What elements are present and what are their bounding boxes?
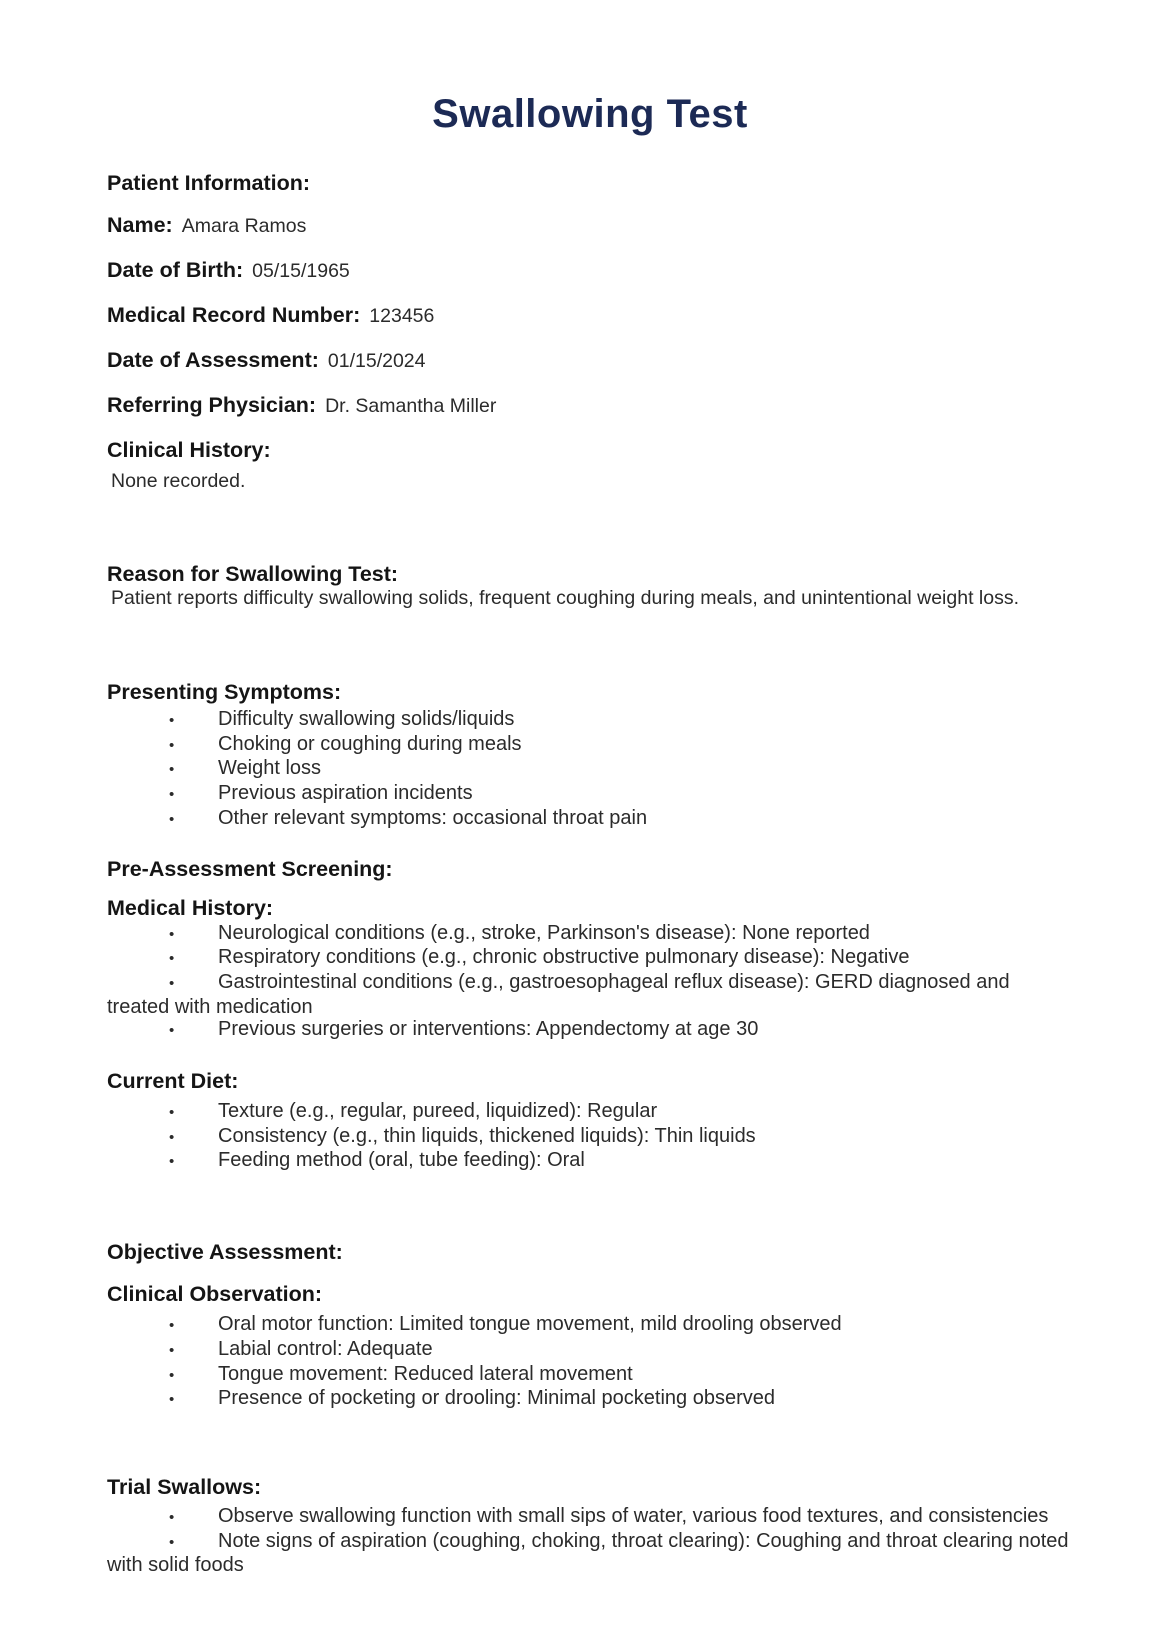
field-label-name: Name: (107, 213, 173, 237)
list-item (107, 1149, 1073, 1174)
list-item (107, 1018, 1073, 1043)
list-item (107, 1338, 1073, 1363)
section-heading-medical-history: Medical History: (107, 895, 274, 920)
list-item (107, 757, 1073, 782)
list-item-text: Gastrointestinal conditions (e.g., gastroesophageal reflux disease): GERD diagnosed and treated with medication (107, 970, 1010, 1018)
clinical-observation-list (107, 1313, 1073, 1412)
list-item-text: Previous surgeries or interventions: Appendectomy at age 30 (218, 1018, 759, 1041)
section-heading-clinical-observation: Clinical Observation: (107, 1282, 323, 1307)
field-row-medical-record-number (107, 303, 1073, 330)
field-row-referring-physician (107, 393, 1073, 420)
presenting-symptoms-list (107, 708, 1073, 832)
list-item-text: Presence of pocketing or drooling: Minimal pocketing observed (218, 1387, 775, 1410)
list-item (107, 708, 1073, 733)
list-item-text: Choking or coughing during meals (218, 732, 522, 755)
section-heading-reason: Reason for Swallowing Test: (107, 562, 399, 586)
field-value-medical-record-number: 123456 (369, 305, 435, 327)
field-label-referring-physician: Referring Physician: (107, 393, 317, 417)
bullet-icon (169, 1100, 218, 1125)
list-item (107, 1387, 1073, 1412)
list-item (107, 733, 1073, 758)
field-value-referring-physician: Dr. Samantha Miller (325, 395, 497, 417)
list-item (107, 782, 1073, 807)
list-item-text: Feeding method (oral, tube feeding): Oral (218, 1149, 585, 1172)
list-item (107, 946, 1073, 971)
field-value-date-of-assessment: 01/15/2024 (327, 350, 426, 372)
page-title: Swallowing Test (432, 92, 748, 136)
list-item-text: Oral motor function: Limited tongue movement, mild drooling observed (218, 1313, 842, 1336)
list-item-text: Other relevant symptoms: occasional throat pain (218, 806, 648, 829)
list-item-text: Consistency (e.g., thin liquids, thickened liquids): Thin liquids (218, 1124, 756, 1147)
list-item-text: Weight loss (218, 757, 322, 780)
bullet-icon (169, 708, 218, 733)
list-item (107, 1505, 1073, 1530)
bullet-icon (169, 757, 218, 782)
section-heading-presenting-symptoms: Presenting Symptoms: (107, 680, 342, 704)
list-item-text: Texture (e.g., regular, pureed, liquidized): Regular (218, 1100, 658, 1123)
bullet-icon (169, 1018, 218, 1043)
field-value-name: Amara Ramos (181, 215, 307, 237)
bullet-icon (169, 1387, 218, 1412)
field-row-date-of-assessment (107, 348, 1073, 375)
bullet-icon (169, 1505, 218, 1530)
list-item-text: Note signs of aspiration (coughing, choking, throat clearing): Coughing and throat clearing noted with solid foods (107, 1529, 1069, 1577)
list-item-text: Respiratory conditions (e.g., chronic obstructive pulmonary disease): Negative (218, 946, 910, 969)
bullet-icon (169, 1313, 218, 1338)
list-item-text: Neurological conditions (e.g., stroke, Parkinson's disease): None reported (218, 921, 870, 944)
current-diet-list (107, 1100, 1073, 1174)
bullet-icon (169, 1338, 218, 1363)
field-value-date-of-birth: 05/15/1965 (252, 260, 350, 282)
list-item-text: Difficulty swallowing solids/liquids (218, 708, 515, 730)
bullet-icon (169, 733, 218, 758)
bullet-icon (169, 1149, 218, 1174)
list-item (107, 971, 1073, 1018)
list-item (107, 1100, 1073, 1125)
medical-history-list (107, 922, 1073, 1044)
bullet-icon (169, 807, 218, 832)
field-label-medical-record-number: Medical Record Number: (107, 303, 361, 327)
reason-text: Patient reports difficulty swallowing solids, frequent coughing during meals, and unintentional weight loss. (111, 587, 1019, 609)
list-item (107, 807, 1073, 832)
bullet-icon (169, 1530, 218, 1555)
section-heading-objective-assessment: Objective Assessment: (107, 1240, 343, 1265)
bullet-icon (169, 782, 218, 807)
bullet-icon (169, 1363, 218, 1388)
field-label-date-of-assessment: Date of Assessment: (107, 348, 319, 372)
clinical-history-text: None recorded. (111, 470, 246, 492)
list-item (107, 1313, 1073, 1338)
field-label-date-of-birth: Date of Birth: (107, 258, 244, 282)
field-row-date-of-birth (107, 258, 1073, 285)
list-item-text: Tongue movement: Reduced lateral movement (218, 1362, 633, 1385)
list-item (107, 1125, 1073, 1150)
trial-swallows-list (107, 1505, 1073, 1577)
bullet-icon (169, 922, 218, 947)
list-item (107, 1530, 1073, 1577)
bullet-icon (169, 1125, 218, 1150)
section-heading-current-diet: Current Diet: (107, 1069, 239, 1094)
section-heading-patient-information: Patient Information: (107, 171, 311, 195)
field-row-name (107, 213, 1073, 240)
section-heading-pre-assessment-screening: Pre-Assessment Screening: (107, 856, 393, 881)
section-heading-clinical-history: Clinical History: (107, 438, 271, 462)
bullet-icon (169, 971, 218, 996)
section-heading-trial-swallows: Trial Swallows: (107, 1474, 262, 1499)
list-item (107, 922, 1073, 947)
list-item-text: Labial control: Adequate (218, 1337, 433, 1360)
list-item (107, 1363, 1073, 1388)
list-item-text: Previous aspiration incidents (218, 782, 473, 805)
list-item-text: Observe swallowing function with small sips of water, various food textures, and consistencies (218, 1504, 1049, 1527)
bullet-icon (169, 946, 218, 971)
